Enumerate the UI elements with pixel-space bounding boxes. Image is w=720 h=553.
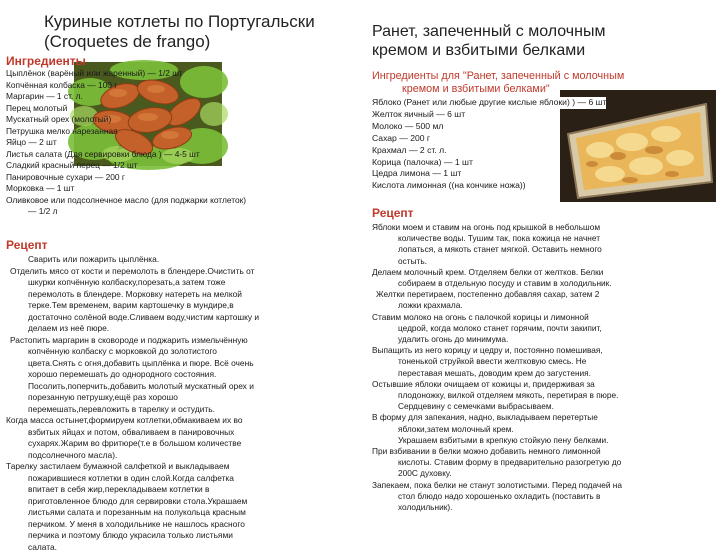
- recipe-line: Тарелку застилаем бумажной салфеткой и выкладываем: [6, 461, 358, 473]
- ranet-ingredients-list: [372, 97, 562, 192]
- recipe-line: листьями салата и порезанным на полукольца красным: [6, 507, 358, 519]
- ranet-ingredients-heading-line2: кремом и взбитыми белками": [372, 83, 550, 95]
- ingredient-item: Корица (палочка) — 1 шт: [372, 157, 562, 169]
- ingredient-item: Кислота лимонная ((на кончике ножа)): [372, 180, 562, 192]
- ingredient-item: Мускатный орех (молотый): [6, 114, 358, 126]
- recipe-line: кислоты. Ставим форму в предварительно разогретую до: [372, 457, 716, 468]
- croquettes-recipe-text: [6, 254, 358, 553]
- recipe-line: цвета.Снять с огня,добавить цыплёнка и пюре. Всё очень: [6, 358, 358, 370]
- recipe-line: количестве воды. Тушим так, пока кожица не начнет: [372, 233, 716, 244]
- recipe-line: Делаем молочный крем. Отделяем белки от желтков. Белки: [372, 267, 716, 278]
- recipe-line: холодильник).: [372, 502, 716, 513]
- recipe-line: ложки крахмала.: [372, 300, 716, 311]
- recipe-line: Выпащить из него корицу и цедру и, постоянно помешивая,: [372, 345, 716, 356]
- recipe-line: шкурки копчённую колбаску,порезать,а затем тоже: [6, 277, 358, 289]
- ingredient-item: Морковка — 1 шт: [6, 183, 358, 195]
- recipe-line: приготовленное блюдо для сервировки стола.Украшаем: [6, 496, 358, 508]
- recipe-line: стол блюдо надо хорошенько охладить (поставить в: [372, 491, 716, 502]
- recipe-line: переставая мешать, доводим крем до загустения.: [372, 368, 716, 379]
- recipe-line: плодоножку, вилкой отделяем мякоть, перетирая в пюре.: [372, 390, 716, 401]
- croquettes-ingredients-heading: Ингредиенты: [6, 54, 86, 68]
- recipe-line: цедрой, когда молоко станет горячим, почти закипит,: [372, 323, 716, 334]
- recipe-line: Ставим молоко на огонь с палочкой корицы и лимонной: [372, 312, 716, 323]
- recipe-line: яблоки,затем молочный крем.: [372, 424, 716, 435]
- croquettes-recipe-column: [6, 0, 358, 540]
- ingredient-item: Сахар — 200 г: [372, 133, 562, 145]
- ingredient-item: Крахмал — 2 ст. л.: [372, 145, 562, 157]
- recipe-line: Украшаем взбитыми в крепкую стойкую пену белками.: [372, 435, 716, 446]
- croquettes-title-line2: (Croquetes de frango): [44, 32, 210, 51]
- ingredient-item: Желток яичный — 6 шт: [372, 109, 562, 121]
- ingredient-item: Оливковое или подсолнечное масло (для поджарки котлеток): [6, 195, 358, 207]
- recipe-line: Растопить маргарин в сковороде и поджарить измельчённую: [6, 335, 358, 347]
- ranet-title: [372, 22, 716, 60]
- recipe-line: В форму для запекания, надно, выкладываем перетертые: [372, 412, 716, 423]
- recipe-line: порезанную петрушку,ещё раз хорошо: [6, 392, 358, 404]
- recipe-line: салата.: [6, 542, 358, 553]
- recipe-line: перемешать,перевложить в тарелку и остудить.: [6, 404, 358, 416]
- recipe-line: взбитых яйцах и потом, обваливаем в панировочных: [6, 427, 358, 439]
- recipe-line: Сердцевину с семечками выбрасываем.: [372, 401, 716, 412]
- recipe-line: Остывшие яблоки очищаем от кожицы и, придерживая за: [372, 379, 716, 390]
- recipe-line: впитает в себя жир,перекладываем котлетки в: [6, 484, 358, 496]
- croquettes-recipe-heading: Рецепт: [6, 238, 48, 252]
- recipe-line: хорошо перемешать до однородного состояния.: [6, 369, 358, 381]
- ranet-ingredients-heading-line1: Ингредиенты для "Ранет, запеченный с молочным: [372, 70, 624, 82]
- ingredient-item: Копчённая колбаска — 100 г: [6, 80, 358, 92]
- recipe-line: сухарях.Жарим во фритюре(т.е в большом количестве: [6, 438, 358, 450]
- recipe-line: пожарившиеся котлетки в один слой.Когда салфетка: [6, 473, 358, 485]
- croquettes-title-line1: Куриные котлеты по Португальски: [44, 12, 315, 31]
- recipe-line: перчика и поэтому блюдо украсила только листьями: [6, 530, 358, 542]
- ingredient-item: Маргарин — 1 ст. л.: [6, 91, 358, 103]
- croquettes-ingredients-list: [6, 68, 358, 218]
- recipe-line: терке.Тем временем, варим картошечку в мундире,в: [6, 300, 358, 312]
- recipe-line: делаем из неё пюре.: [6, 323, 358, 335]
- recipe-line: собираем в отдельную посуду и ставим в холодильник.: [372, 278, 716, 289]
- recipe-line: удалить огонь до минимума.: [372, 334, 716, 345]
- recipe-line: Посолить,поперчить,добавить молотый мускатный орех и: [6, 381, 358, 393]
- recipe-line: Желтки перетираем, постепенно добавляя сахар, затем 2: [372, 289, 716, 300]
- ranet-recipe-text: [372, 222, 716, 513]
- ranet-title-line1: Ранет, запеченный с молочным: [372, 23, 605, 40]
- ingredient-item: Яблоко (Ранет или любые другие кислые яблоки) ) — 6 шт: [372, 97, 606, 109]
- recipe-line: Яблоки моем и ставим на огонь под крышкой в небольшом: [372, 222, 716, 233]
- ingredient-item: Сладкий красный перец — 1/2 шт: [6, 160, 358, 172]
- ingredient-item: Молоко — 500 мл: [372, 121, 562, 133]
- recipe-line: перемолоть в блендере. Морковку натереть на мелкой: [6, 289, 358, 301]
- recipe-line: лопаться, а мякоть станет мягкой. Оставить немного: [372, 244, 716, 255]
- recipe-line: достаточно солёной воде.Сливаем воду,чистим картошку и: [6, 312, 358, 324]
- ranet-title-line2: кремом и взбитыми белками: [372, 42, 585, 59]
- recipe-line: Сварить или пожарить цыплёнка.: [6, 254, 358, 266]
- recipe-line: Отделить мясо от кости и перемолоть в блендере.Очистить от: [6, 266, 358, 278]
- recipe-line: тоненькой струйкой ввести желтковую смесь. Не: [372, 356, 716, 367]
- ingredient-item: — 1/2 л: [6, 206, 358, 218]
- ingredient-item: Панировочные сухари — 200 г: [6, 172, 358, 184]
- ingredient-item: Яйцо — 2 шт: [6, 137, 358, 149]
- recipe-line: Когда масса остынет,формируем котлетки,обмакиваем их во: [6, 415, 358, 427]
- ranet-recipe-column: [372, 0, 716, 540]
- recipe-line: остыть.: [372, 256, 716, 267]
- ingredient-item: Петрушка мелко нарезанная: [6, 126, 358, 138]
- ingredient-item: Цыплёнок (варёный или жаренный) — 1/2 шт: [6, 68, 358, 80]
- croquettes-title: [44, 12, 358, 52]
- recipe-line: копчённую колбаску с морковкой до золотистого: [6, 346, 358, 358]
- recipe-line: Запекаем, пока белки не станут золотистыми. Перед подачей на: [372, 480, 716, 491]
- ingredient-item: Перец молотый: [6, 103, 358, 115]
- recipe-line: подсолнечного масла).: [6, 450, 358, 462]
- ingredient-item: Листья салата (Для сервировки блюда ) — 4-5 шт: [6, 149, 358, 161]
- ranet-recipe-heading: Рецепт: [372, 206, 414, 220]
- recipe-line: перчиком. У меня в холодильнике не нашлось красного: [6, 519, 358, 531]
- recipe-line: При взбивании в белки можно добавить немного лимонной: [372, 446, 716, 457]
- ingredient-item: Цедра лимона — 1 шт: [372, 168, 562, 180]
- recipe-line: 200С духовку.: [372, 468, 716, 479]
